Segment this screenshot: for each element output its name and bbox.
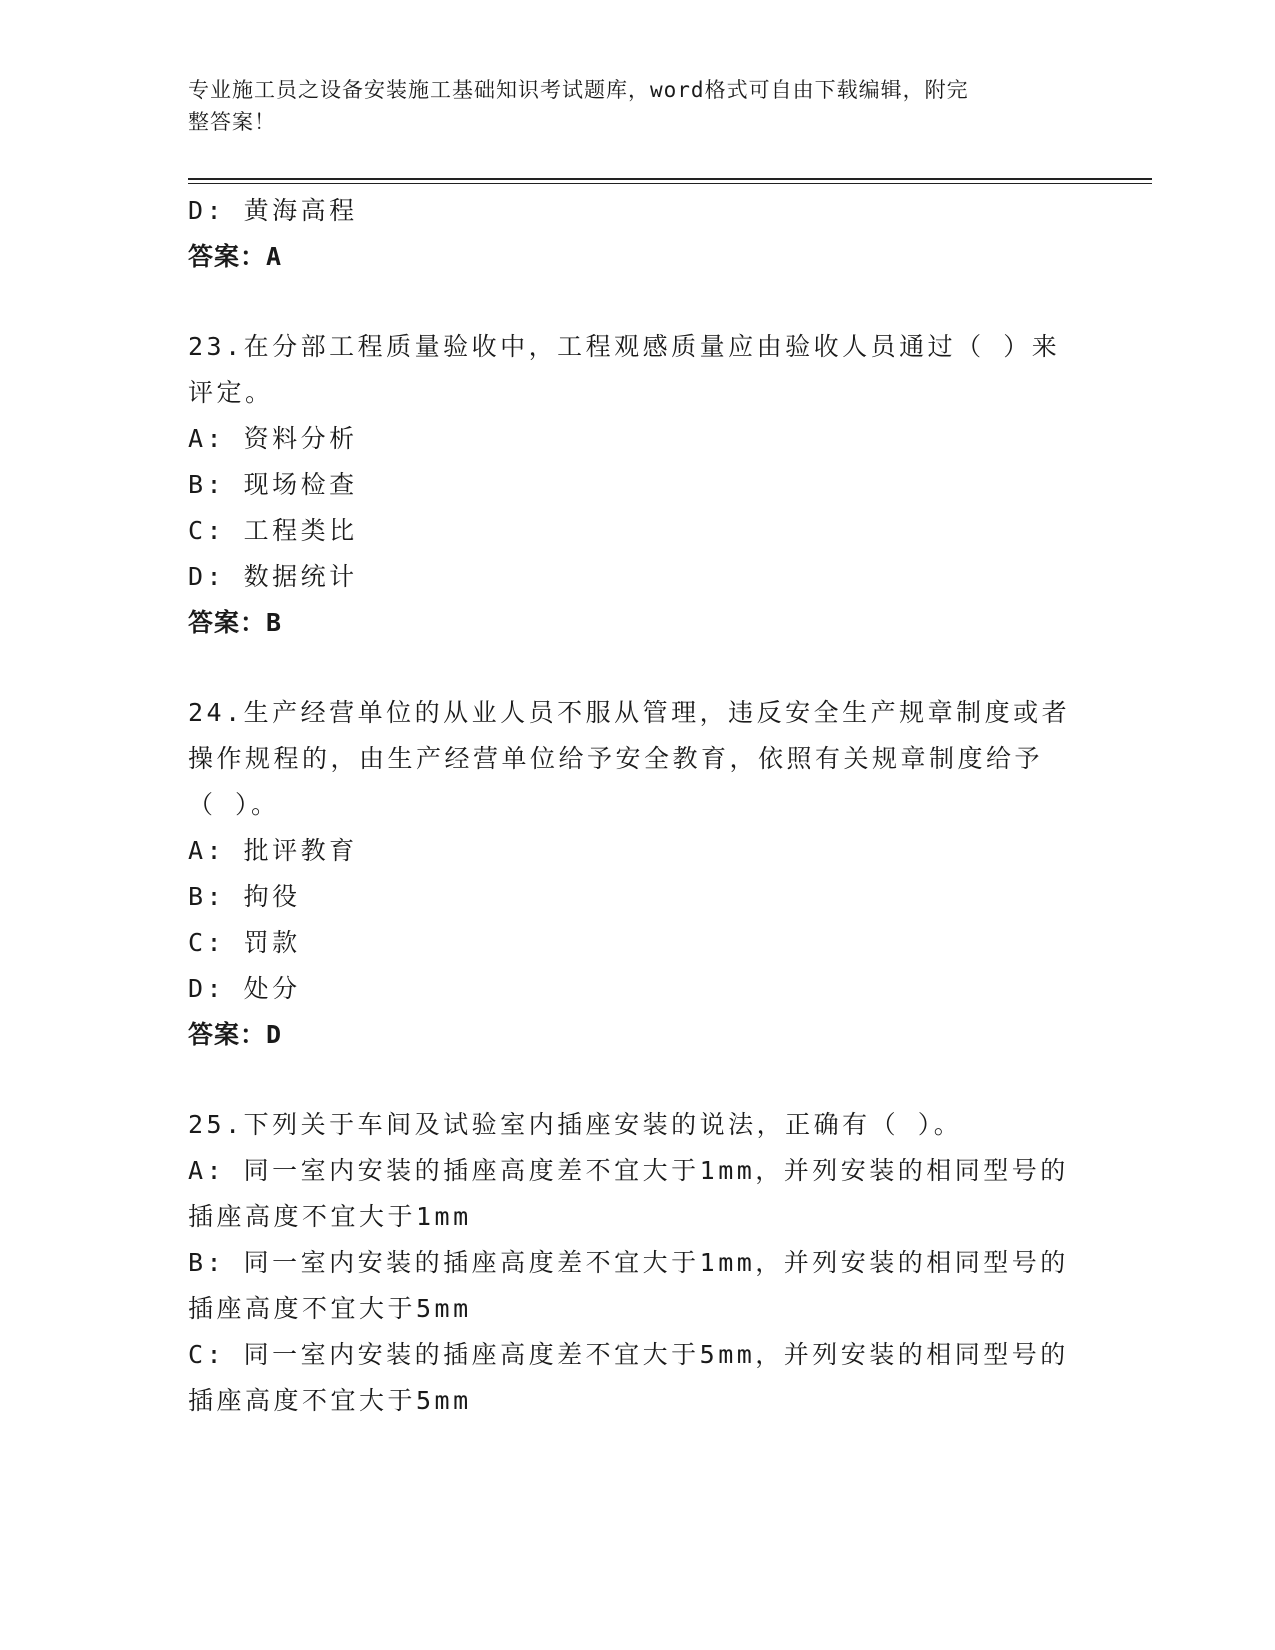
option-b: B: 拘役 (188, 882, 301, 911)
option-a: A: 批评教育 (188, 836, 358, 865)
header-text-line-2: 整答案！ (188, 110, 276, 134)
answer-label: 答案：B (188, 608, 283, 637)
question-stem: 23.在分部工程质量验收中，工程观感质量应由验收人员通过（ ）来 (188, 332, 1061, 361)
option-d: D: 处分 (188, 974, 301, 1003)
question-content (188, 188, 1088, 1424)
question-spacer (188, 1058, 1088, 1102)
header-divider-thick (188, 178, 1152, 180)
option-b: B: 同一室内安装的插座高度差不宜大于1mm，并列安装的相同型号的 (188, 1248, 1069, 1277)
option-a-continued: 插座高度不宜大于1mm (188, 1202, 472, 1231)
option-d: D: 数据统计 (188, 562, 358, 591)
question-stem: 25.下列关于车间及试验室内插座安装的说法，正确有（ ）。 (188, 1110, 963, 1139)
question-spacer (188, 280, 1088, 324)
option-a: A: 同一室内安装的插座高度差不宜大于1mm，并列安装的相同型号的 (188, 1156, 1069, 1185)
question-spacer (188, 646, 1088, 690)
question-25 (188, 1102, 1088, 1424)
question-24 (188, 690, 1088, 1058)
option-d: D: 黄海高程 (188, 196, 358, 225)
question-stem: 评定。 (188, 378, 274, 407)
question-stem: （ ）。 (188, 790, 280, 819)
document-header (188, 74, 1068, 138)
option-c: C: 同一室内安装的插座高度差不宜大于5mm，并列安装的相同型号的 (188, 1340, 1069, 1369)
option-b-continued: 插座高度不宜大于5mm (188, 1294, 472, 1323)
question-23 (188, 324, 1088, 646)
answer-label: 答案：D (188, 1020, 283, 1049)
question-stem: 24.生产经营单位的从业人员不服从管理，违反安全生产规章制度或者 (188, 698, 1071, 727)
answer-label: 答案：A (188, 242, 283, 271)
option-c: C: 罚款 (188, 928, 301, 957)
option-c-continued: 插座高度不宜大于5mm (188, 1386, 472, 1415)
option-c: C: 工程类比 (188, 516, 358, 545)
header-text-line-1: 专业施工员之设备安装施工基础知识考试题库，word格式可自由下载编辑，附完 (188, 78, 969, 102)
question-stem: 操作规程的，由生产经营单位给予安全教育，依照有关规章制度给予 (188, 744, 1044, 773)
option-a: A: 资料分析 (188, 424, 358, 453)
option-b: B: 现场检查 (188, 470, 358, 499)
header-divider-thin (188, 183, 1152, 184)
question-22-tail (188, 188, 1088, 280)
